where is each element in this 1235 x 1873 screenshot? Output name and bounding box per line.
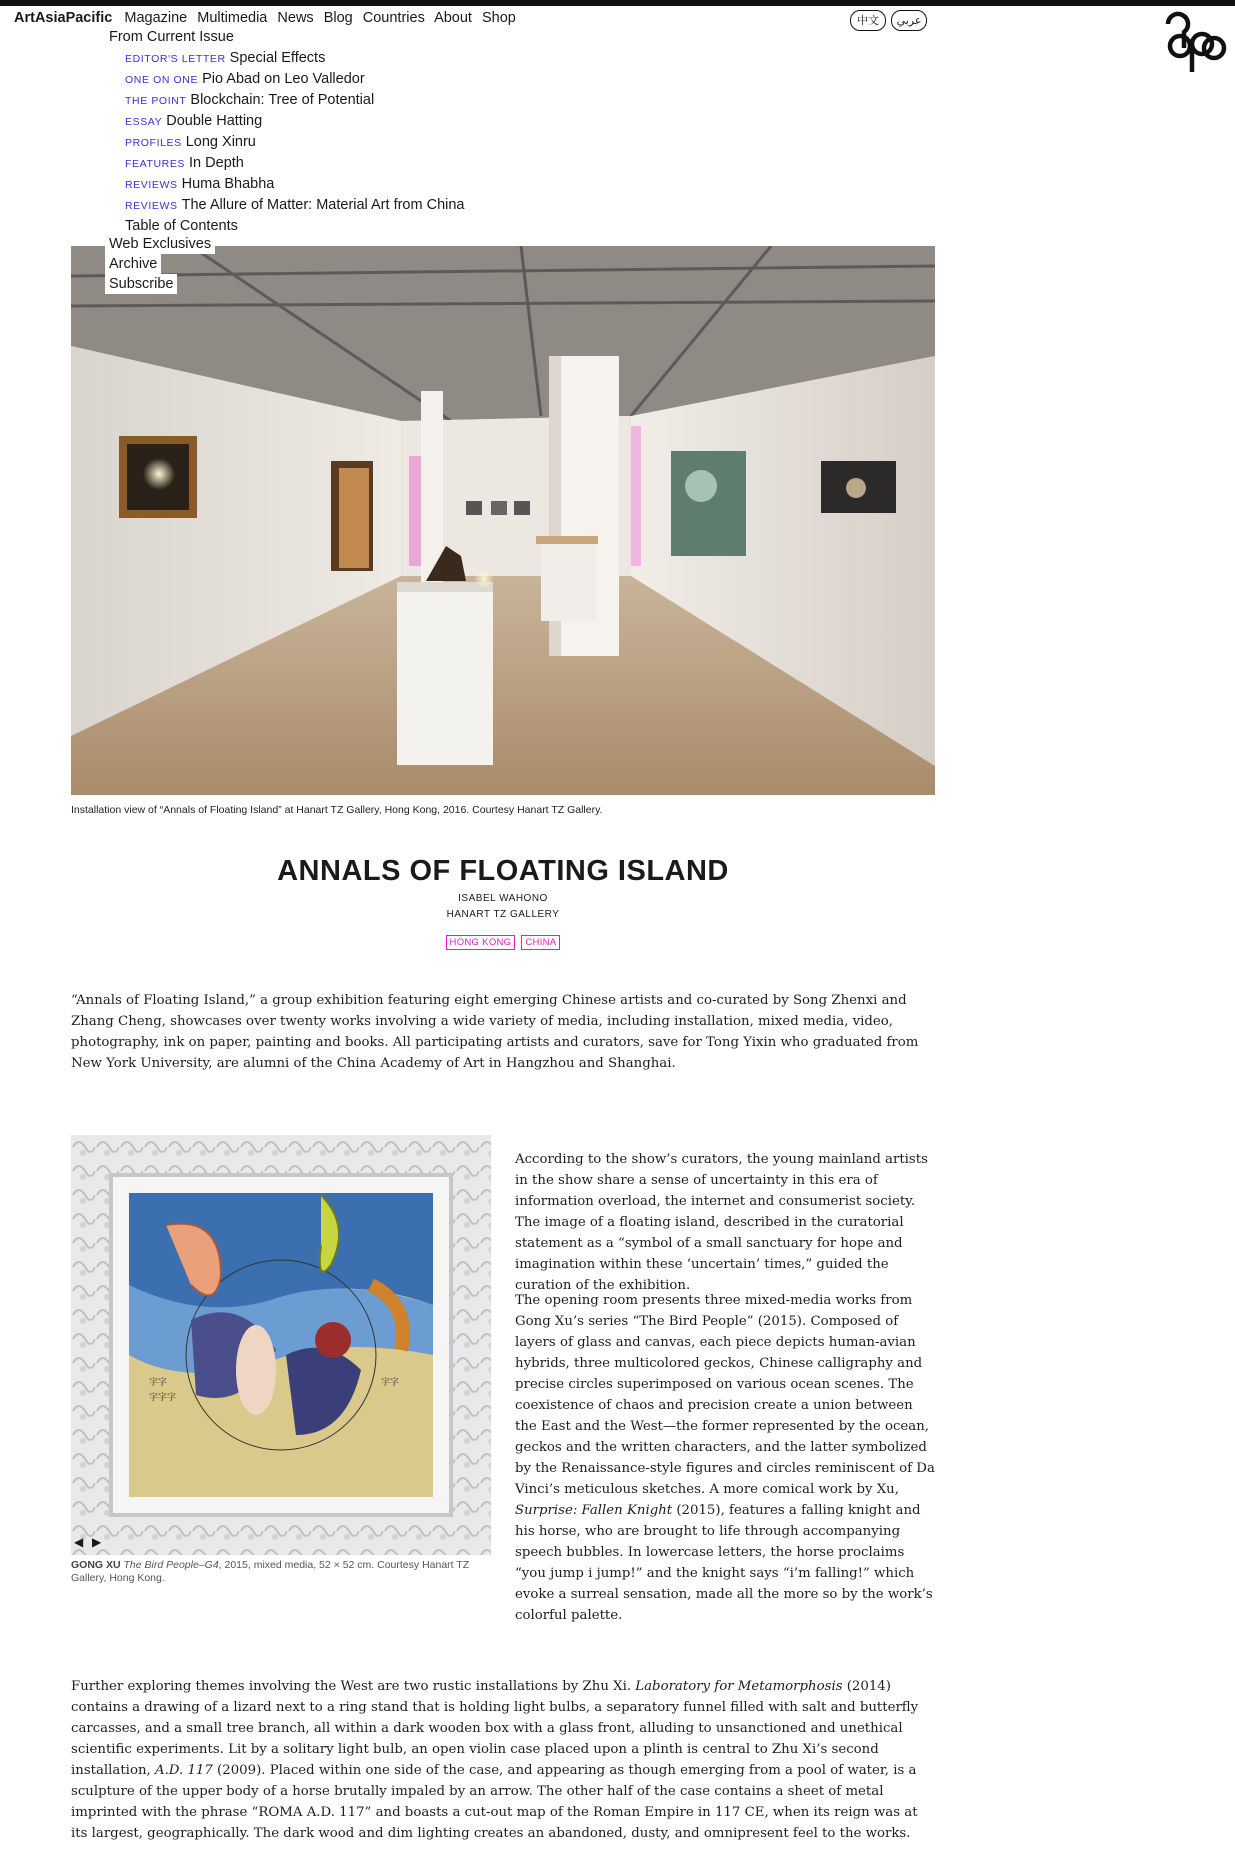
paragraph-intro: “Annals of Floating Island,” a group exhibition featuring eight emerging Chinese artists and co-curated by Song Zhenxi and Zhang Cheng, showcases over twenty works involving a wide variety of media, including installation, mixed media, video, photography, ink on paper, painting and books. All participating artists and curators, save for Tong Yixin who graduated from New York University, are alumni of the China Academy of Art in Hangzhou and Shanghai. <box>71 993 919 1071</box>
slideshow-next-button[interactable]: ▶ <box>92 1535 102 1549</box>
archive-link[interactable]: Archive <box>105 254 161 274</box>
subscribe-link[interactable]: Subscribe <box>105 274 177 294</box>
work-title: Laboratory for Metamorphosis <box>635 1679 843 1694</box>
item-title: In Depth <box>189 155 244 171</box>
item-title: Long Xinru <box>185 134 256 150</box>
article-author[interactable]: ISABEL WAHONO <box>458 893 548 904</box>
item-category: ONE ON ONE <box>125 74 199 86</box>
nav-multimedia[interactable]: Multimedia <box>197 10 268 26</box>
article-venue: HANART TZ GALLERY <box>446 909 560 920</box>
slideshow-prev-button[interactable]: ◀ <box>74 1535 84 1549</box>
tag-hong-kong[interactable]: HONG KONG <box>446 935 516 950</box>
item-title: Huma Bhabha <box>181 176 275 192</box>
bird-people-artwork-image <box>71 1135 491 1555</box>
svg-text:字字: 字字 <box>149 1378 168 1388</box>
paragraph-curators: According to the show’s curators, the young mainland artists in the show share a sense of uncertainty in this era of information overload, the internet and consumerist society. The image of a floating island, described in the curatorial statement as a “symbol of a small sanctuary for hope and imagination within these ‘uncertain’ times,” guided the curation of the exhibition. <box>515 1152 928 1293</box>
nav-blog[interactable]: Blog <box>323 10 353 26</box>
list-item[interactable] <box>125 111 464 132</box>
current-issue-list <box>125 48 464 237</box>
main-nav <box>14 9 522 27</box>
item-category: THE POINT <box>125 95 187 107</box>
list-item[interactable] <box>125 132 464 153</box>
work-title: Surprise: Fallen Knight <box>515 1503 673 1518</box>
list-item[interactable] <box>125 153 464 174</box>
nav-about[interactable]: About <box>434 10 472 26</box>
item-title: Double Hatting <box>166 113 263 129</box>
list-item[interactable] <box>125 174 464 195</box>
item-category: ESSAY <box>125 116 163 128</box>
svg-text:字字: 字字 <box>381 1378 400 1388</box>
web-exclusives-link[interactable]: Web Exclusives <box>105 234 215 254</box>
brand-logo-text[interactable]: ArtAsiaPacific <box>14 10 113 26</box>
article-tags <box>0 935 1006 950</box>
nav-news[interactable]: News <box>277 10 314 26</box>
item-category: FEATURES <box>125 158 186 170</box>
item-category: REVIEWS <box>125 200 178 212</box>
top-bar <box>0 0 1235 6</box>
article-title: ANNALS OF FLOATING ISLAND <box>277 855 729 887</box>
list-item[interactable] <box>125 69 464 90</box>
paragraph-text: (2014) contains a drawing of a lizard next to a ring stand that is holding light bulbs, a separatory funnel filled with salt and butterfly carcasses, and a small tree branch, all within a dark wooden box with a glass front, alluding to unsanctioned and unethical scientific experiments. Lit by a solitary light bulb, an open violin case placed upon a plinth is central to Zhu Xi’s second installation, <box>71 1679 919 1778</box>
paragraph-text: The opening room presents three mixed-media works from Gong Xu’s series “The Bird People” (2015). Composed of layers of glass and canvas, each piece depicts human-avian hybrids, three multicolored geckos, Chinese calligraphy and precise circles superimposed on various ocean scenes. The coexistence of chaos and precision create a union between the East and the West—the former represented by the ocean, geckos and the written characters, and the latter symbolized by the Renaissance-style figures and circles reminiscent of Da Vinci’s meticulous sketches. A more comical work by Xu, <box>515 1293 935 1497</box>
artwork-caption <box>71 1559 491 1585</box>
hero-caption: Installation view of “Annals of Floating Island” at Hanart TZ Gallery, Hong Kong, 2016. Courtesy Hanart TZ Gallery. <box>71 804 603 816</box>
work-title: A.D. 117 <box>154 1763 213 1778</box>
item-category: PROFILES <box>125 137 182 149</box>
item-category: EDITOR'S LETTER <box>125 53 226 65</box>
list-item[interactable] <box>125 90 464 111</box>
list-item[interactable] <box>125 195 464 216</box>
installation-view-image <box>71 246 935 795</box>
paragraph-zhu-xi <box>71 1676 937 1844</box>
svg-text:字字字: 字字字 <box>149 1393 177 1403</box>
paragraph-opening-room <box>515 1290 935 1626</box>
item-title: Blockchain: Tree of Potential <box>190 92 375 108</box>
dropdown-heading[interactable]: From Current Issue <box>109 29 234 45</box>
aap-logo-icon[interactable] <box>1162 10 1228 76</box>
item-title: Special Effects <box>229 50 326 66</box>
artwork-title: The Bird People–G4 <box>123 1559 219 1571</box>
paragraph-text: (2009). Placed within one side of the case, and appearing as though emerging from a pool of water, is a sculpture of the upper body of a horse brutally impaled by an arrow. The other half of the case contains a sheet of metal imprinted with the phrase “ROMA A.D. 117” and boasts a cut-out map of the Roman Empire in 117 CE, when its reign was at its largest, geographically. The dark wood and dim lighting creates an abandoned, dusty, and omnipresent feel to the works. <box>71 1763 918 1841</box>
nav-countries[interactable]: Countries <box>362 10 425 26</box>
item-category: REVIEWS <box>125 179 178 191</box>
list-item[interactable] <box>125 48 464 69</box>
table-of-contents-link[interactable]: Table of Contents <box>125 218 238 234</box>
artwork-details: , 2015, mixed media, 52 × 52 cm. Courtesy Hanart TZ Gallery, Hong Kong. <box>71 1559 470 1584</box>
artwork-artist: GONG XU <box>71 1559 121 1571</box>
paragraph-text: (2015), features a falling knight and his horse, who are brought to life through accompanying speech bubbles. In lowercase letters, the horse proclaims “you jump i jump!” and the knight says “i’m falling!” which evoke a surreal sensation, made all the more so by the work’s colorful palette. <box>515 1503 933 1623</box>
nav-magazine[interactable]: Magazine <box>124 10 188 26</box>
item-title: The Allure of Matter: Material Art from China <box>181 197 465 213</box>
nav-shop[interactable]: Shop <box>482 10 516 26</box>
tag-china[interactable]: CHINA <box>521 935 560 950</box>
item-title: Pio Abad on Leo Valledor <box>202 71 365 87</box>
language-arabic-button[interactable]: عربي <box>891 10 927 31</box>
language-chinese-button[interactable]: 中文 <box>850 10 886 31</box>
paragraph-text: Further exploring themes involving the West are two rustic installations by Zhu Xi. <box>71 1679 636 1694</box>
